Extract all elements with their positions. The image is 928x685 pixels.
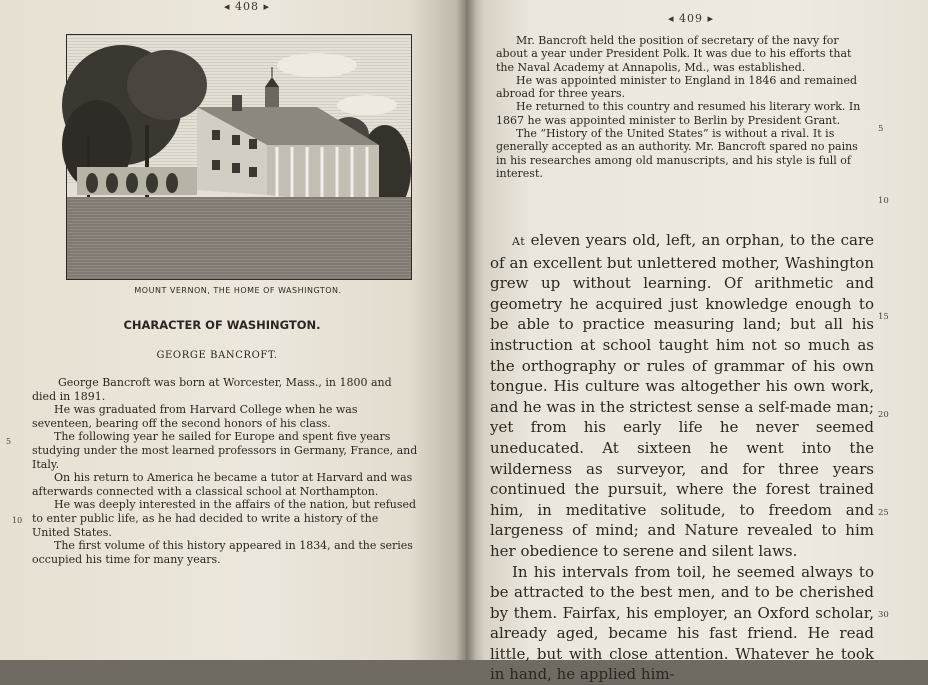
- line-number: 30: [878, 610, 889, 620]
- line-number: 10: [878, 196, 889, 206]
- left-page: [0, 0, 466, 660]
- body-paragraph: [490, 562, 874, 685]
- drop-lead: At: [512, 235, 525, 248]
- bio-paragraph: He was deeply interested in the affairs of the nation, but refused to enter public life, as he had decided to write a history of the United States.: [32, 498, 418, 539]
- line-number: 5: [6, 437, 11, 446]
- selection-text: [490, 230, 874, 685]
- body-paragraph-text: In his intervals from toil, he seemed always to be attracted to the best men, and to be cherished by them. Fairfax, his employer, an Oxford scholar, already aged, became his fast friend. He read little, but with close attention. Whatever he took in hand, he applied him-: [490, 563, 874, 684]
- bio-paragraph: George Bancroft was born at Worcester, Mass., in 1800 and died in 1891.: [32, 376, 418, 403]
- line-number: 15: [878, 312, 889, 322]
- illustration-caption: MOUNT VERNON, THE HOME OF WASHINGTON.: [66, 286, 410, 295]
- bio-paragraph: The “History of the United States” is without a rival. It is generally accepted as an authority. Mr. Bancroft spared no pains in his researches among old manuscripts, and his style is full of interest.: [496, 127, 864, 180]
- author-biography: [32, 376, 418, 566]
- book-gutter: [456, 0, 476, 660]
- mount-vernon-engraving: [66, 34, 412, 280]
- author-biography-continued: [496, 34, 864, 180]
- page-number-right-value: 409: [679, 12, 703, 25]
- right-page: [466, 0, 928, 660]
- bio-paragraph: He was appointed minister to England in 1846 and remained abroad for three years.: [496, 74, 864, 101]
- bio-paragraph: On his return to America he became a tutor at Harvard and was afterwards connected with a classical school at Northampton.: [32, 471, 418, 498]
- line-number: 25: [878, 508, 889, 518]
- line-number: 10: [12, 516, 22, 525]
- page-number-left: ◂ 408 ▸: [224, 0, 270, 13]
- page-number-left-value: 408: [235, 0, 259, 13]
- page-number-right: ◂ 409 ▸: [668, 12, 714, 25]
- body-paragraph: [490, 230, 874, 562]
- line-number: 20: [878, 410, 889, 420]
- bio-paragraph: Mr. Bancroft held the position of secretary of the navy for about a year under President Polk. It was due to his efforts that the Naval Academy at Annapolis, Md., was established.: [496, 34, 864, 74]
- bio-paragraph: The first volume of this history appeared in 1834, and the series occupied his time for many years.: [32, 539, 418, 566]
- bio-paragraph: He was graduated from Harvard College when he was seventeen, bearing off the second honors of his class.: [32, 403, 418, 430]
- mount-vernon-illustration: [67, 35, 411, 279]
- author-name: GEORGE BANCROFT.: [52, 350, 382, 361]
- bio-paragraph: He returned to this country and resumed his literary work. In 1867 he was appointed minister to Berlin by President Grant.: [496, 100, 864, 127]
- body-paragraph-text: eleven years old, left, an orphan, to the care of an excellent but unlettered mother, Washington grew up without learning. Of arithmetic and geometry he acquired just knowledge enough to be able to practice measuring land; but all his instruction at school taught him not so much as the orthography or rules of grammar of his own tongue. His culture was altogether his own work, and he was in the strictest sense a self-made man; yet from his early life he never seemed uneducated. At sixteen he went into the wilderness as surveyor, and for three years continued the pursuit, where the forest trained him, in meditative solitude, to freedom and largeness of mind; and Nature revealed to him her obedience to serene and silent laws.: [490, 231, 874, 560]
- bio-paragraph: The following year he sailed for Europe and spent five years studying under the most learned professors in Germany, France, and Italy.: [32, 430, 418, 471]
- line-number: 5: [878, 124, 883, 134]
- selection-title: CHARACTER OF WASHINGTON.: [52, 318, 392, 332]
